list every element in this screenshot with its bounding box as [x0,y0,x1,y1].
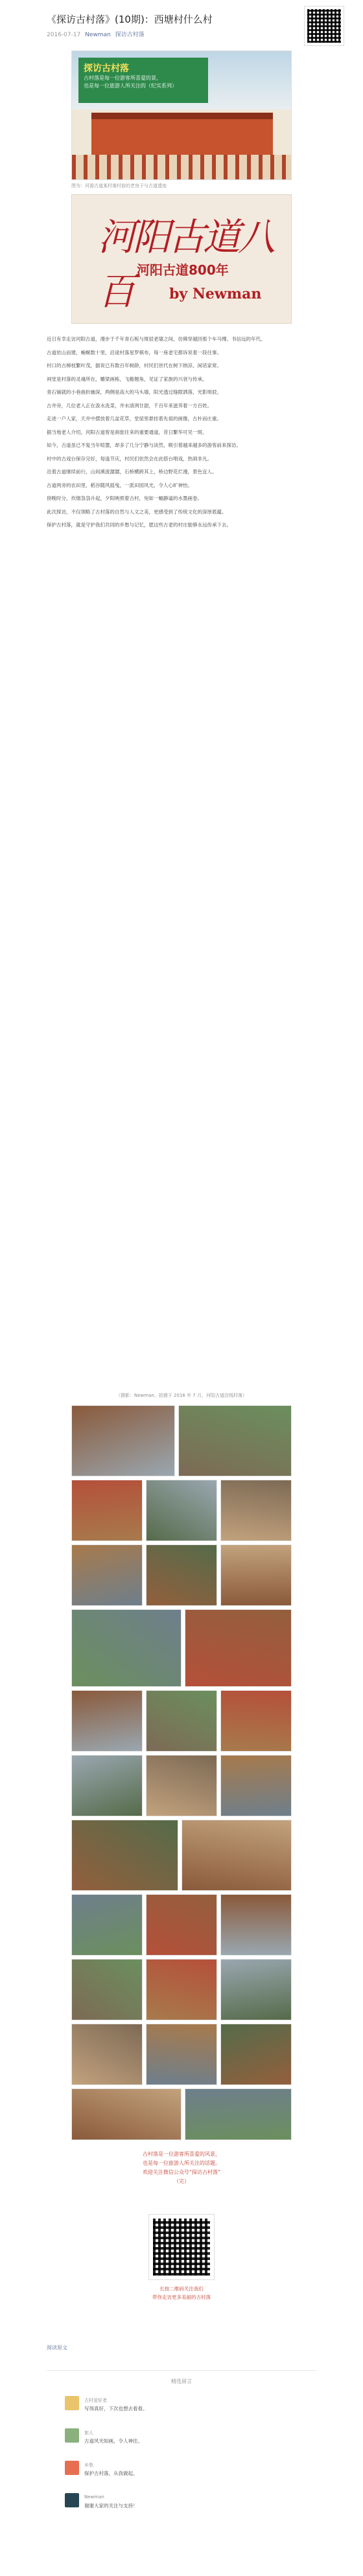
gallery-caption: （摄影：Newman，拍摄于 2016 年 7 月，河阳古道沿线村落） [116,1393,247,1398]
comment-text: 保护古村落，从我做起。 [84,2470,138,2476]
gallery-photo[interactable] [220,1690,292,1752]
comment-text: 写得真好，下次也想去看看。 [84,2406,148,2412]
body-paragraph: 此次探访，不仅领略了古村落的自然与人文之美，更感受到了传统文化的深厚底蕴。 [47,508,227,515]
gallery-photo[interactable] [146,1755,217,1816]
article-body [47,335,316,1333]
closing-line: 欢迎关注微信公众号“探访古村落” [142,2169,221,2175]
body-paragraph: 祠堂是村落的灵魂所在，雕梁画栋，飞檐翘角，见证了家族的兴衰与传承。 [47,376,207,382]
body-paragraph: 傍晚时分，炊烟袅袅升起，夕阳映照着古村，宛如一幅静谧的水墨画卷。 [47,495,202,501]
body-paragraph: 近日有幸走访河阳古道，漫步于千年青石板与斑驳老墙之间，仿佛穿越回那个车马慢、书信远的年代。 [47,336,266,342]
gallery-photo[interactable] [71,2088,182,2140]
qr-line: 带你走访更多美丽的古村落 [152,2294,211,2300]
comment-author: Newman [84,2494,104,2500]
comment-author: 古村爱好者 [84,2398,107,2403]
body-paragraph: 如今，古道虽已不复当年喧嚣，却多了几分宁静与淡然，吸引着越来越多的游客前来探访。 [47,442,241,448]
article-title: 《探访古村落》(10期)：西塘村什么村 [47,14,213,25]
gallery-photo[interactable] [71,1755,143,1816]
hero-calligraphy: 河阳古道八百 [98,215,274,313]
gallery-photo[interactable] [220,1544,292,1606]
gallery-photo[interactable] [71,1820,178,1891]
avatar [65,2461,79,2475]
banner-headline-box [78,58,208,103]
gallery-photo[interactable] [71,1405,175,1476]
gallery-photo[interactable] [146,1480,217,1541]
article-meta [47,30,145,38]
gallery-photo[interactable] [185,2088,292,2140]
gallery-photo[interactable] [220,1894,292,1956]
gallery-photo[interactable] [71,1609,182,1687]
gallery-photo[interactable] [71,1894,143,1956]
gallery-photo[interactable] [220,1959,292,2020]
gallery-photo[interactable] [185,1609,292,1687]
qr-code-icon [305,6,344,45]
body-paragraph: 据当地老人介绍，河阳古道曾是商旅往来的重要通道，昔日繁华可见一斑。 [47,429,207,435]
building-illustration [91,113,273,158]
qr-line: 长按二维码关注我们 [159,2286,204,2292]
gallery-photo[interactable] [71,1544,143,1606]
avatar [65,2396,79,2410]
body-paragraph: 古道两旁的农田里，稻谷随风摇曳，一派田园风光，令人心旷神怡。 [47,482,193,488]
closing-text [47,2150,316,2186]
divider [47,2370,316,2371]
avatar [65,2428,79,2443]
banner-image [71,51,292,180]
avatar [65,2493,79,2507]
comment-author: 旅人 [84,2430,93,2435]
body-paragraph: 青石铺就的小巷曲折幽深，两侧是高大的马头墙，阳光透过缝隙洒落，光影斑驳。 [47,389,222,395]
banner-caption: 图为：河源古道某村落村前的老房子与古道遗迹 [71,183,167,188]
hero-subtitle: 河阳古道800年 [137,262,229,278]
comment-author: 乡愁 [84,2463,93,2468]
gallery-photo[interactable] [146,2024,217,2085]
body-paragraph: 沿着古道继续前行，山间溪流潺潺，石桥横跨其上，桥边野花烂漫，景色宜人。 [47,469,217,475]
comment-item [65,2396,311,2422]
banner-line-1: 古村落是每一位游客所喜爱的景， [84,75,161,81]
gallery-photo[interactable] [146,1959,217,2020]
gallery-photo[interactable] [71,1959,143,2020]
body-paragraph: 村中的古戏台保存完好，每逢节庆，村民们依然会在此搭台唱戏，热闹非凡。 [47,455,212,462]
comment-item [65,2493,311,2519]
gallery-photo[interactable] [220,1755,292,1816]
author-link[interactable]: Newman [85,32,111,38]
body-paragraph: 古道依山而建，蜿蜒数十里，沿途村落星罗棋布，每一座老宅都诉说着一段往事。 [47,349,222,356]
railing-illustration [72,155,291,180]
gallery-photo[interactable] [146,1544,217,1606]
comments-header: 精选留言 [171,2378,192,2384]
closing-line: 古村落是一位游客所喜爱的风景， [143,2151,220,2157]
comment-text: 古道风光如画，令人神往。 [84,2438,143,2444]
gallery-photo[interactable] [220,2024,292,2085]
gallery-photo[interactable] [146,1894,217,1956]
comment-text: 谢谢大家的关注与支持！ [84,2503,138,2509]
body-paragraph: 古井旁，几位老人正在汲水洗菜，井水清冽甘甜，千百年来滋养着一方百姓。 [47,402,212,409]
banner-headline: 探访古村落 [84,63,129,74]
gallery-photo[interactable] [71,2024,143,2085]
gallery-photo[interactable] [146,1690,217,1752]
hero-image [71,194,292,324]
closing-line: （完） [174,2178,189,2184]
gallery-photo[interactable] [220,1480,292,1541]
gallery-photo[interactable] [178,1405,292,1476]
gallery-photo[interactable] [71,1690,143,1752]
read-more-link[interactable]: 阅读原文 [47,2345,67,2351]
gallery-photo[interactable] [71,1480,143,1541]
banner-line-2: 也是每一位旅游人所关注的（纪实系列） [84,83,177,89]
publish-date: 2016-07-17 [47,32,81,38]
body-paragraph: 走进一户人家，天井中摆放着几盆花草，堂屋里悬挂着先祖的画像，古朴而庄重。 [47,416,222,422]
comment-item [65,2428,311,2454]
qr-code-icon [149,2215,214,2279]
account-link[interactable]: 探访古村落 [115,32,145,38]
closing-line: 也是每一位旅游人所关注的话题。 [143,2160,220,2166]
body-paragraph: 村口的古樟枝繁叶茂，据说已有数百年树龄，村民们世代在树下纳凉、闲话家常。 [47,363,222,368]
gallery-photo[interactable] [182,1820,292,1891]
body-paragraph: 保护古村落，就是守护我们共同的乡愁与记忆，愿这些古老的村庄能够永远传承下去。 [47,522,231,528]
qr-instructions [47,2285,316,2301]
hero-byline: by Newman [169,286,262,302]
comment-item [65,2461,311,2487]
